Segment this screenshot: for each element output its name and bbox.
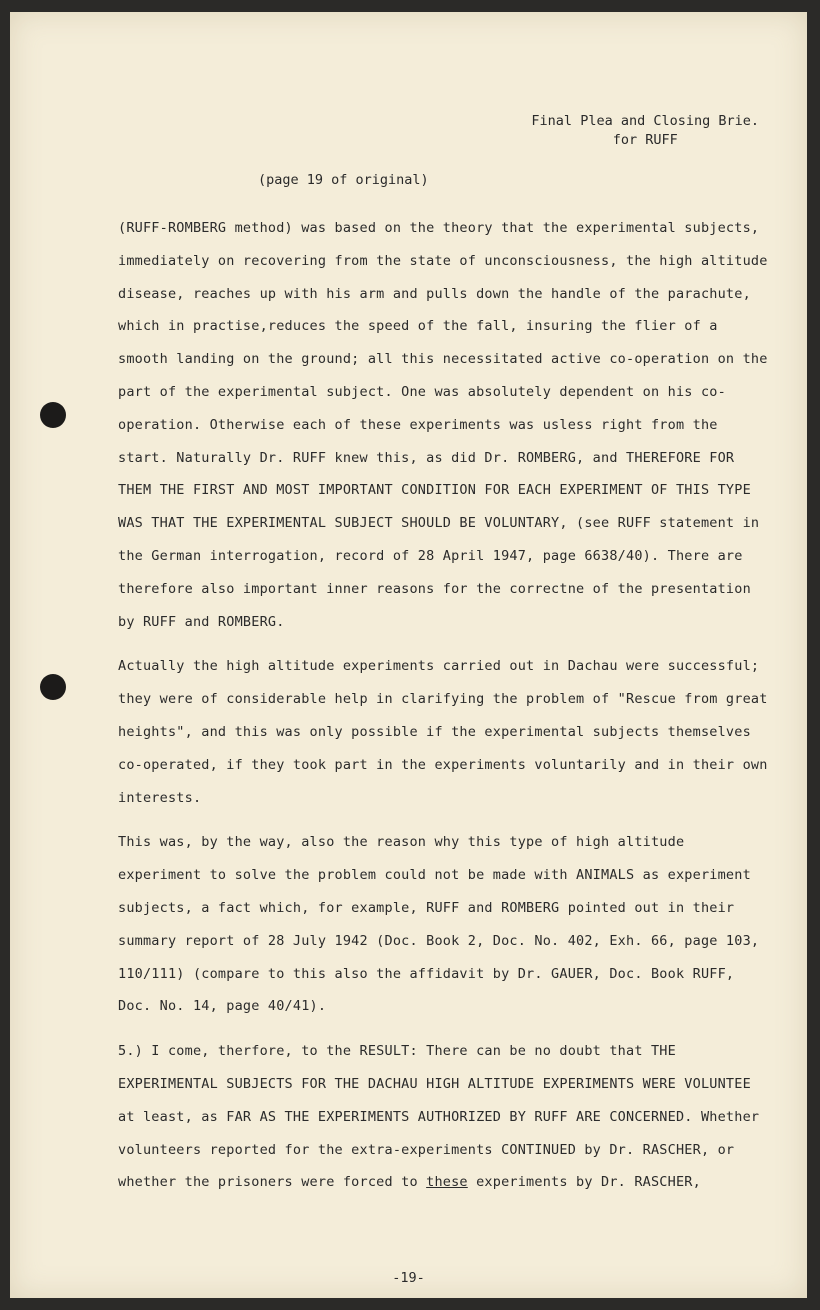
page-number: -19- — [392, 1270, 425, 1286]
original-page-note: (page 19 of original) — [258, 172, 429, 188]
punch-hole — [40, 674, 66, 700]
result-paragraph — [118, 1035, 773, 1199]
document-page — [10, 12, 807, 1298]
body-paragraph: Actually the high altitude experiments carried out in Dachau were successful; they were of considerable help in clarifying the problem of "Rescue from great heights", and this was only possible if the experimental subjects themselves co-operated, if they took part in the experiments voluntarily and in their own interests. — [118, 658, 768, 806]
body-paragraph: (RUFF-ROMBERG method) was based on the theory that the experimental subjects, immediately on recovering from the state of unconsciousness, the high altitude disease, reaches up with his arm and pulls down the handle of the parachute, which in practise,reduces the speed of the fall, insuring the flier of a smooth landing on the ground; all this necessitated active co-operation on the part of the experimental subject. One was absolutely dependent on his co-operation. Otherwise each of these experiments was usless right from the start. Naturally Dr. RUFF knew this, as did Dr. ROMBERG, and THEREFORE FOR THEM THE FIRST AND MOST IMPORTANT CONDITION FOR EACH EXPERIMENT OF THIS TYPE WAS THAT THE EXPERIMENTAL SUBJECT SHOULD BE VOLUNTARY, (see RUFF statement in the German interrogation, record of 28 April 1947, page 6638/40). There are therefore also important inner reasons for the correctne of the presentation by RUFF and ROMBERG. — [118, 220, 768, 630]
underlined-word: these — [426, 1174, 468, 1191]
document-body — [118, 212, 773, 1199]
result-text-start: 5.) I come, therfore, to the RESULT: There can be no doubt that THE EXPERIMENTAL SUBJECTS FOR THE DACHAU HIGH ALTITUDE EXPERIMENTS WERE VOLUNTEE at least, as FAR AS THE EXPERIMENTS AUTHORIZED BY RUFF ARE CONCERNED. Whether volunteers reported for the extra-experiments CONTINUED by Dr. RASCHER, or whether the prisoners were forced to — [118, 1043, 760, 1191]
document-header — [531, 112, 759, 150]
header-subtitle: for RUFF — [612, 132, 678, 148]
header-title: Final Plea and Closing Brie. — [531, 113, 759, 129]
punch-hole — [40, 402, 66, 428]
result-text-end: experiments by Dr. RASCHER, — [467, 1174, 701, 1191]
body-paragraph: This was, by the way, also the reason why this type of high altitude experiment to solve the problem could not be made with ANIMALS as experiment subjects, a fact which, for example, RUFF and ROMBERG pointed out in their summary report of 28 July 1942 (Doc. Book 2, Doc. No. 402, Exh. 66, page 103, 110/111) (compare to this also the affidavit by Dr. GAUER, Doc. Book RUFF, Doc. No. 14, page 40/41). — [118, 834, 760, 1015]
